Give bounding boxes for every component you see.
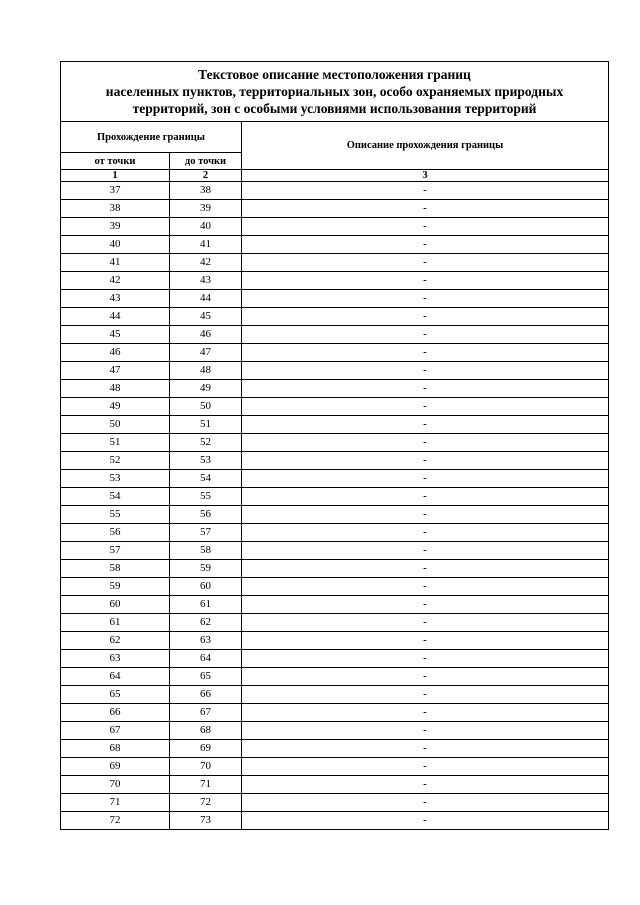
boundary-description-sheet <box>60 61 609 830</box>
table-row <box>61 380 609 398</box>
to-point-cell: 39 <box>170 200 242 218</box>
to-point-cell: 49 <box>170 380 242 398</box>
from-point-cell: 55 <box>61 506 170 524</box>
description-cell: - <box>242 272 609 290</box>
to-point-cell: 63 <box>170 632 242 650</box>
to-point-cell: 50 <box>170 398 242 416</box>
table-row <box>61 650 609 668</box>
table-row <box>61 776 609 794</box>
to-point-cell: 53 <box>170 452 242 470</box>
from-point-cell: 42 <box>61 272 170 290</box>
to-point-cell: 67 <box>170 704 242 722</box>
description-cell: - <box>242 362 609 380</box>
table-row <box>61 254 609 272</box>
description-cell: - <box>242 776 609 794</box>
description-cell: - <box>242 290 609 308</box>
table-row <box>61 434 609 452</box>
to-point-cell: 43 <box>170 272 242 290</box>
from-point-cell: 48 <box>61 380 170 398</box>
description-cell: - <box>242 470 609 488</box>
description-cell: - <box>242 524 609 542</box>
to-point-cell: 42 <box>170 254 242 272</box>
table-row <box>61 218 609 236</box>
description-cell: - <box>242 578 609 596</box>
from-point-cell: 54 <box>61 488 170 506</box>
table-row <box>61 794 609 812</box>
table-row <box>61 398 609 416</box>
from-point-cell: 44 <box>61 308 170 326</box>
description-cell: - <box>242 344 609 362</box>
table-row <box>61 362 609 380</box>
description-cell: - <box>242 452 609 470</box>
description-cell: - <box>242 794 609 812</box>
to-point-cell: 57 <box>170 524 242 542</box>
description-header: Описание прохождения границы <box>242 122 609 170</box>
from-point-cell: 40 <box>61 236 170 254</box>
column-number: 2 <box>170 170 242 182</box>
to-point-cell: 52 <box>170 434 242 452</box>
description-cell: - <box>242 182 609 200</box>
to-point-cell: 47 <box>170 344 242 362</box>
from-point-cell: 63 <box>61 650 170 668</box>
to-point-cell: 45 <box>170 308 242 326</box>
from-point-cell: 72 <box>61 812 170 830</box>
from-point-cell: 62 <box>61 632 170 650</box>
table-row <box>61 542 609 560</box>
from-point-cell: 60 <box>61 596 170 614</box>
table-row <box>61 272 609 290</box>
from-point-cell: 51 <box>61 434 170 452</box>
to-point-header: до точки <box>170 153 242 170</box>
description-cell: - <box>242 416 609 434</box>
description-cell: - <box>242 596 609 614</box>
to-point-cell: 41 <box>170 236 242 254</box>
table-row <box>61 758 609 776</box>
description-cell: - <box>242 308 609 326</box>
to-point-cell: 48 <box>170 362 242 380</box>
from-point-cell: 70 <box>61 776 170 794</box>
to-point-cell: 66 <box>170 686 242 704</box>
from-point-cell: 69 <box>61 758 170 776</box>
description-cell: - <box>242 254 609 272</box>
from-point-cell: 41 <box>61 254 170 272</box>
to-point-cell: 58 <box>170 542 242 560</box>
from-point-cell: 50 <box>61 416 170 434</box>
passage-header: Прохождение границы <box>61 122 242 153</box>
description-cell: - <box>242 704 609 722</box>
title-line-2: населенных пунктов, территориальных зон, особо охраняемых природных <box>105 84 564 99</box>
table-row <box>61 488 609 506</box>
description-cell: - <box>242 614 609 632</box>
from-point-cell: 61 <box>61 614 170 632</box>
from-point-cell: 65 <box>61 686 170 704</box>
from-point-cell: 46 <box>61 344 170 362</box>
table-row <box>61 236 609 254</box>
description-cell: - <box>242 326 609 344</box>
table-row <box>61 704 609 722</box>
table-row <box>61 524 609 542</box>
description-cell: - <box>242 542 609 560</box>
table-row <box>61 722 609 740</box>
to-point-cell: 60 <box>170 578 242 596</box>
document-title <box>61 62 609 122</box>
to-point-cell: 61 <box>170 596 242 614</box>
from-point-cell: 67 <box>61 722 170 740</box>
description-cell: - <box>242 560 609 578</box>
description-cell: - <box>242 686 609 704</box>
from-point-cell: 53 <box>61 470 170 488</box>
to-point-cell: 68 <box>170 722 242 740</box>
title-line-1: Текстовое описание местоположения границ <box>198 67 471 82</box>
description-cell: - <box>242 398 609 416</box>
to-point-cell: 64 <box>170 650 242 668</box>
description-cell: - <box>242 722 609 740</box>
description-cell: - <box>242 200 609 218</box>
table-row <box>61 506 609 524</box>
to-point-cell: 72 <box>170 794 242 812</box>
to-point-cell: 54 <box>170 470 242 488</box>
table-row <box>61 596 609 614</box>
table-row <box>61 578 609 596</box>
table-row <box>61 560 609 578</box>
to-point-cell: 62 <box>170 614 242 632</box>
table-row <box>61 416 609 434</box>
from-point-cell: 56 <box>61 524 170 542</box>
from-point-cell: 49 <box>61 398 170 416</box>
table-row <box>61 182 609 200</box>
from-point-cell: 45 <box>61 326 170 344</box>
from-point-cell: 47 <box>61 362 170 380</box>
description-cell: - <box>242 506 609 524</box>
from-point-cell: 66 <box>61 704 170 722</box>
to-point-cell: 69 <box>170 740 242 758</box>
column-number: 3 <box>242 170 609 182</box>
to-point-cell: 59 <box>170 560 242 578</box>
table-row <box>61 452 609 470</box>
description-cell: - <box>242 380 609 398</box>
table-row <box>61 290 609 308</box>
description-cell: - <box>242 650 609 668</box>
boundary-table <box>60 61 609 830</box>
from-point-cell: 64 <box>61 668 170 686</box>
from-point-cell: 59 <box>61 578 170 596</box>
to-point-cell: 71 <box>170 776 242 794</box>
description-cell: - <box>242 434 609 452</box>
from-point-cell: 68 <box>61 740 170 758</box>
table-row <box>61 326 609 344</box>
from-point-cell: 39 <box>61 218 170 236</box>
from-point-cell: 58 <box>61 560 170 578</box>
to-point-cell: 51 <box>170 416 242 434</box>
from-point-cell: 71 <box>61 794 170 812</box>
to-point-cell: 56 <box>170 506 242 524</box>
table-row <box>61 668 609 686</box>
table-row <box>61 344 609 362</box>
table-row <box>61 812 609 830</box>
table-row <box>61 308 609 326</box>
to-point-cell: 40 <box>170 218 242 236</box>
description-cell: - <box>242 668 609 686</box>
table-row <box>61 740 609 758</box>
to-point-cell: 38 <box>170 182 242 200</box>
to-point-cell: 44 <box>170 290 242 308</box>
to-point-cell: 73 <box>170 812 242 830</box>
table-row <box>61 614 609 632</box>
description-cell: - <box>242 236 609 254</box>
from-point-header: от точки <box>61 153 170 170</box>
column-number: 1 <box>61 170 170 182</box>
from-point-cell: 38 <box>61 200 170 218</box>
column-number-row <box>61 170 609 182</box>
from-point-cell: 57 <box>61 542 170 560</box>
description-cell: - <box>242 488 609 506</box>
to-point-cell: 55 <box>170 488 242 506</box>
title-line-3: территорий, зон с особыми условиями использования территорий <box>132 101 537 116</box>
description-cell: - <box>242 758 609 776</box>
table-row <box>61 200 609 218</box>
from-point-cell: 37 <box>61 182 170 200</box>
to-point-cell: 65 <box>170 668 242 686</box>
table-row <box>61 686 609 704</box>
table-row <box>61 632 609 650</box>
from-point-cell: 43 <box>61 290 170 308</box>
description-cell: - <box>242 632 609 650</box>
description-cell: - <box>242 740 609 758</box>
table-row <box>61 470 609 488</box>
description-cell: - <box>242 218 609 236</box>
to-point-cell: 46 <box>170 326 242 344</box>
description-cell: - <box>242 812 609 830</box>
from-point-cell: 52 <box>61 452 170 470</box>
to-point-cell: 70 <box>170 758 242 776</box>
